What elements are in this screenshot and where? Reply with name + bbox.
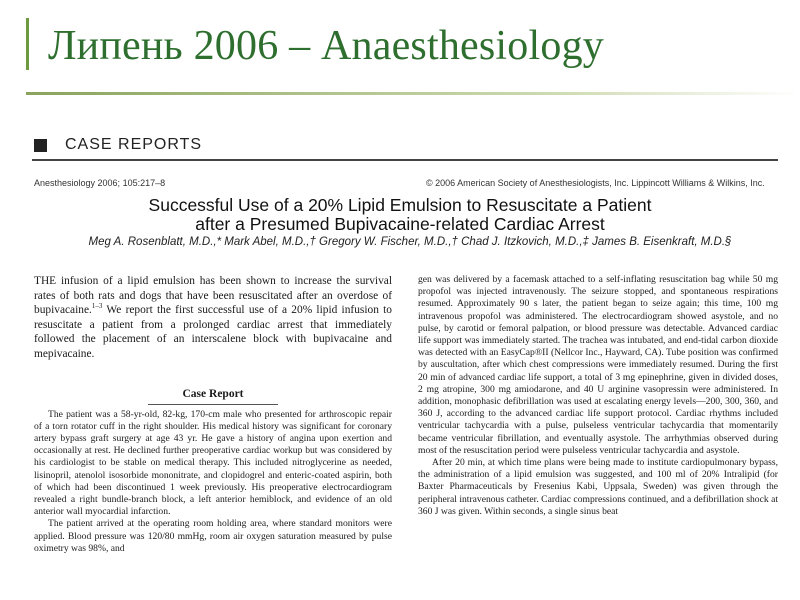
- section-divider: [32, 159, 778, 161]
- slide-title: Липень 2006 – Anaesthesiology: [48, 23, 604, 69]
- abstract: [34, 274, 392, 362]
- right-paragraph-1: gen was delivered by a facemask attached to a self-inflating resuscitation bag while 50 mg propofol was injected intravenously. The seizure stopped, and spontaneous respirations resumed. Approximately 90 s later, the patient began to seize again; this time, 100 mg intravenous propofol was administered. The electrocardiogram showed asystole, and no pulse, by carotid or femoral palpation, or blood pressure was detectable. Advanced cardiac life support was immediately started. The trachea was intubated, and end-tidal carbon dioxide was detected with an EasyCap®II (Nellcor Inc., Hayward, CA). Tube position was confirmed by auscultation, after which chest compressions were immediately resumed. During the first 20 min of advanced cardiac life support, a total of 3 mg epinephrine, given in divided doses, 2 mg atropine, 300 mg amiodarone, and 40 U arginine vasopressin were administered. In addition, monophasic defibrillation was used at escalating energy levels—200, 300, 360, and 360 J, according to the advanced cardiac life support protocol. Cardiac rhythms included ventricular tachycardia with a pulse, pulseless ventricular tachycardia that momentarily became ventricular fibrillation, and eventually asystole. The arrhythmias observed during most of the resuscitation period were pulseless ventricular tachycardia and asystole.: [418, 274, 778, 456]
- case-report-heading: Case Report: [182, 387, 244, 400]
- case-paragraph-2: The patient arrived at the operating room holding area, where standard monitors were applied. Blood pressure was 120/80 mmHg, room air oxygen saturation measured by pulse oximetry was 98%, and: [34, 518, 392, 554]
- case-paragraph-1: The patient was a 58-yr-old, 82-kg, 170-cm male who presented for arthroscopic repair of a torn rotator cuff in the right shoulder. His medical history was significant for coronary artery bypass graft surgery at age 43 yr. He gave a history of angina upon exertion and occasionally at rest. He declined further preoperative cardiac workup but was considered by his cardiologist to be stable on medical therapy. This included nitroglycerine as needed, lisinopril, atenolol isosorbide mononitrate, and clopidogrel and enteric-coated aspirin, both of which had been discontinued 1 week previously. His preoperative electrocardiogram revealed a right bundle-branch block, a left anterior hemiblock, and evidence of an old anterior wall myocardial infarction.: [34, 408, 392, 518]
- journal-citation: Anesthesiology 2006; 105:217–8: [34, 178, 166, 188]
- right-column: [418, 274, 778, 518]
- abstract-text-2: We report the first successful use of a 20% lipid infusion to resuscitate a patient from a prolonged cardiac arrest that immediately followed the placement of an interscalene block with bupivacaine and mepivacaine.: [34, 304, 392, 360]
- reference-marker: 1–3: [91, 302, 103, 311]
- right-paragraph-2: After 20 min, at which time plans were being made to institute cardiopulmonary bypass, the administration of a lipid emulsion was suggested, and 100 ml of 20% Intralipid (for Baxter Pharmaceuticals by Fresenius Kabi, Uppsala, Sweden) was given through the peripheral intravenous catheter. Cardiac compressions continued, and a defibrillation shock at 360 J was given. Within seconds, a single sinus beat: [418, 457, 778, 517]
- abstract-text-1: THE infusion of a lipid emulsion has been shown to increase the survival rates of both rats and dogs that have been resuscitated after an overdose of bupivacaine.: [34, 275, 392, 317]
- title-accent-bar: [26, 18, 29, 70]
- section-label: CASE REPORTS: [65, 136, 203, 153]
- article-title-line2: after a Presumed Bupivacaine-related Cardiac Arrest: [195, 214, 605, 234]
- section-header: [34, 136, 202, 154]
- article-title-line1: Successful Use of a 20% Lipid Emulsion to Resuscitate a Patient: [148, 195, 652, 215]
- case-heading-rule: [148, 404, 278, 405]
- title-underline: [26, 92, 800, 95]
- left-column: [34, 274, 392, 555]
- author-list: Meg A. Rosenblatt, M.D.,* Mark Abel, M.D.,† Gregory W. Fischer, M.D.,† Chad J. Itzkovich, M.D.,‡ James B. Eisenkraft, M.D.§: [88, 236, 732, 248]
- copyright-notice: © 2006 American Society of Anesthesiologists, Inc. Lippincott Williams & Wilkins, Inc.: [426, 178, 765, 188]
- section-square-icon: [34, 139, 47, 152]
- article-title: [0, 196, 800, 234]
